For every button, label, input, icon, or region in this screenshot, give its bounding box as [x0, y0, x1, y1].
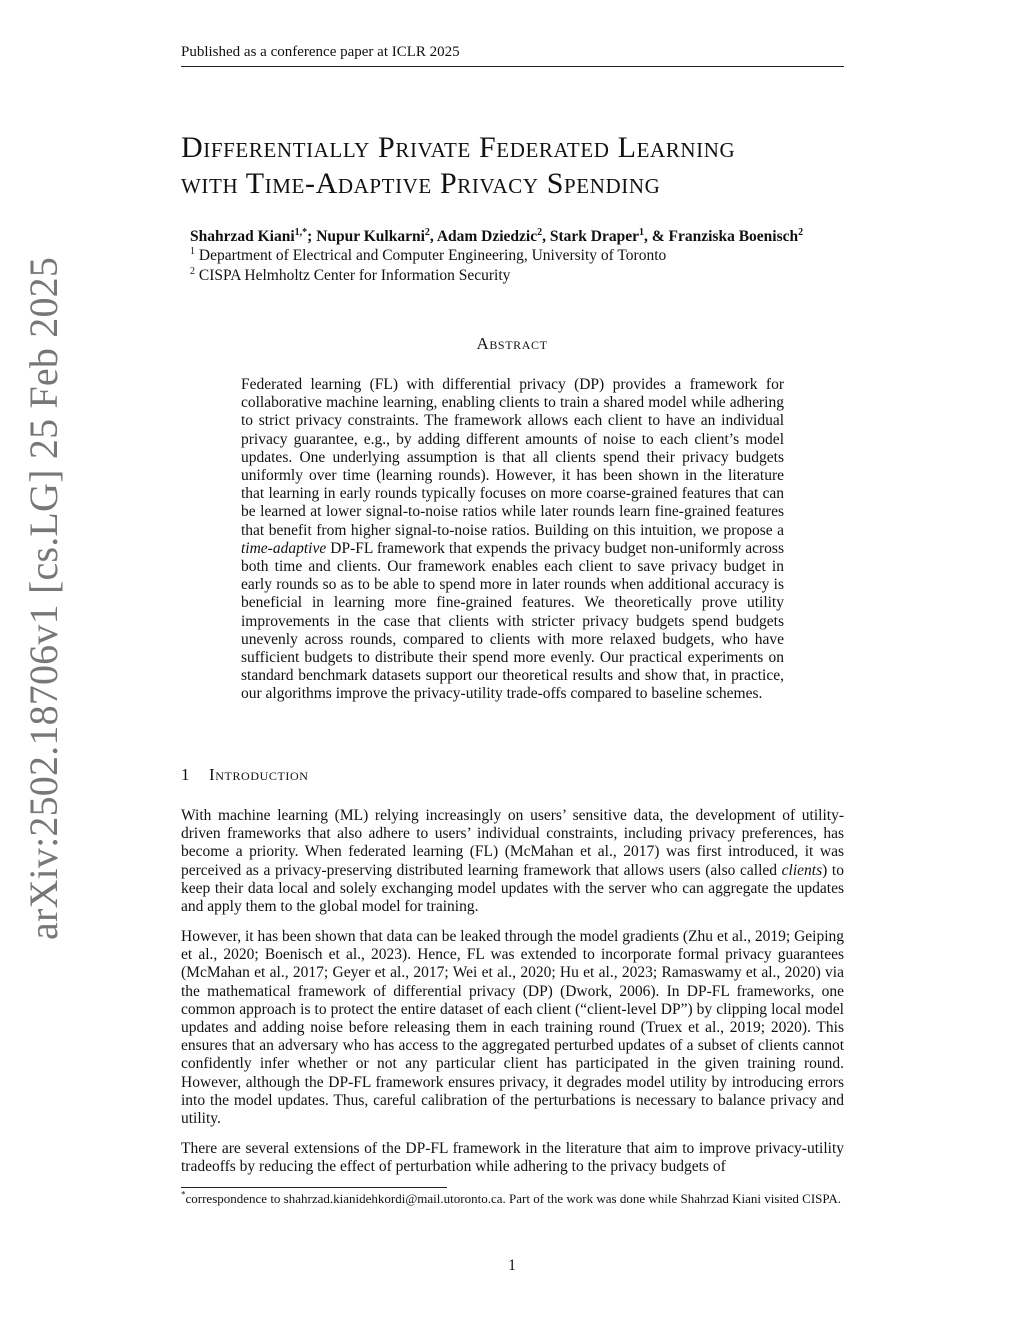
footnote-text: correspondence to shahrzad.kianidehkordi@mail.utoronto.ca. Part of the work was done while Shahrzad Kiani visited CISPA. — [185, 1191, 842, 1206]
section-heading — [181, 765, 309, 785]
author-name: Franziska Boenisch — [668, 228, 799, 245]
paragraph-text: However, it has been shown that data can be leaked through the model gradients (Zhu et al., 2019; Geiping et al., 2020; Boenisch et al., 2023). Hence, FL was extended to incorporate formal privacy guarantees (McMahan et al., 2017; Geyer et al., 2017; Wei et al., 2020; Hu et al., 2023; Ramaswamy et al., 2020) via the mathematical framework of differential privacy (DP) (Dwork, 2006). In DP-FL frameworks, one common approach is to protect the entire dataset of each client (“client-level DP”) by clipping local model updates and adding noise before releasing them in each training round (Truex et al., 2019; 2020). This ensures that an adversary who has access to the aggregated perturbed updates of a subset of clients cannot confidently infer whether or not any particular client has participated in the given training round. However, although the DP-FL framework ensures privacy, it degrades model utility by introducing errors into the model updates. Thus, careful calibration of the perturbations is necessary to balance privacy and utility. — [181, 928, 844, 1128]
author-affiliation-mark: 2 — [424, 226, 430, 238]
author-separator: ; — [307, 228, 317, 245]
abstract-paragraph — [241, 376, 784, 704]
author-name: Shahrzad Kiani — [190, 228, 295, 245]
arxiv-identifier: arXiv:2502.18706v1 [cs.LG] 25 Feb 2025 — [21, 256, 66, 940]
author-affiliation-mark: 1,* — [294, 226, 308, 238]
affiliation-mark: 2 — [190, 265, 195, 277]
footnote-rule — [181, 1187, 447, 1188]
author-separator: , — [542, 228, 550, 245]
author-separator: , — [429, 228, 437, 245]
affiliation-text: Department of Electrical and Computer Engineering, University of Toronto — [198, 247, 667, 264]
title-line-1: Differentially Private Federated Learning — [181, 131, 736, 164]
title-line-2: with Time-Adaptive Privacy Spending — [181, 167, 661, 200]
author-affiliation-mark: 1 — [638, 226, 644, 238]
author-separator: , & — [643, 228, 669, 245]
abstract-body — [241, 376, 784, 704]
author-list — [190, 228, 803, 246]
affiliation-text: CISPA Helmholtz Center for Information Security — [198, 267, 511, 284]
section-number: 1 — [181, 765, 190, 784]
paragraph-text: With machine learning (ML) relying increasingly on users’ sensitive data, the development of utility-driven frameworks that also adhere to users’ individual constraints, including privacy preferences, has become a priority. When federated learning (FL) (McMahan et al., 2017) was first introduced, it was perceived as a privacy-preserving distributed learning framework that allows users (also called — [181, 807, 844, 879]
page-number: 1 — [508, 1257, 516, 1274]
abstract-emphasis: time-adaptive — [241, 539, 327, 557]
author-affiliation-mark: 2 — [798, 226, 804, 238]
running-header: Published as a conference paper at ICLR 2025 — [181, 44, 460, 60]
paragraph-text: ) to keep their data local and solely exchanging model updates with the server who can aggregate the updates and apply them to the global model for training. — [181, 861, 844, 916]
affiliation-1 — [190, 247, 666, 265]
author-affiliation-mark: 2 — [537, 226, 543, 238]
intro-paragraph-1 — [181, 807, 844, 916]
abstract-heading: Abstract — [476, 334, 548, 353]
paper-title — [181, 130, 861, 202]
author-name: Adam Dziedzic — [436, 228, 538, 245]
intro-paragraph-2 — [181, 928, 844, 1128]
header-rule — [181, 66, 844, 67]
footnote-mark: * — [181, 1189, 186, 1200]
author-name: Stark Draper — [549, 228, 639, 245]
author-name: Nupur Kulkarni — [316, 228, 425, 245]
paragraph-text: There are several extensions of the DP-FL framework in the literature that aim to improve privacy-utility tradeoffs by reducing the effect of perturbation while adhering to the privacy budgets of — [181, 1140, 844, 1176]
affiliation-mark: 1 — [190, 245, 195, 257]
footnote — [181, 1191, 844, 1207]
affiliation-2 — [190, 267, 510, 285]
abstract-text: DP-FL framework that expends the privacy budget non-uniformly across both time and clients. Our framework enables each client to save privacy budget in early rounds so as to be able to spend more in later rounds when additional accuracy is beneficial in learning more fine-grained features. We theoretically prove utility improvements in the case that clients with stricter privacy budgets spend budgets unevenly across rounds, compared to clients with more relaxed budgets, who have sufficient budgets to distribute their spend more evenly. Our practical experiments on standard benchmark datasets support our theoretical results and show that, in practice, our algorithms improve the privacy-utility trade-offs compared to baseline schemes. — [241, 539, 784, 703]
abstract-text: Federated learning (FL) with differential privacy (DP) provides a framework for collaborative machine learning, enabling clients to train a shared model while adhering to strict privacy constraints. The framework allows each client to have an individual privacy guarantee, e.g., by adding different amounts of noise to each client’s model updates. One underlying assumption is that all clients spend their privacy budgets uniformly over time (learning rounds). However, it has been shown in the literature that learning in early rounds typically focuses on more coarse-grained features that can be learned at lower signal-to-noise ratios while later rounds learn fine-grained features that benefit from higher signal-to-noise ratios. Building on this intuition, we propose a — [241, 376, 784, 539]
section-title: Introduction — [209, 765, 309, 784]
intro-paragraph-3 — [181, 1140, 844, 1176]
paragraph-emphasis: clients — [781, 861, 823, 879]
